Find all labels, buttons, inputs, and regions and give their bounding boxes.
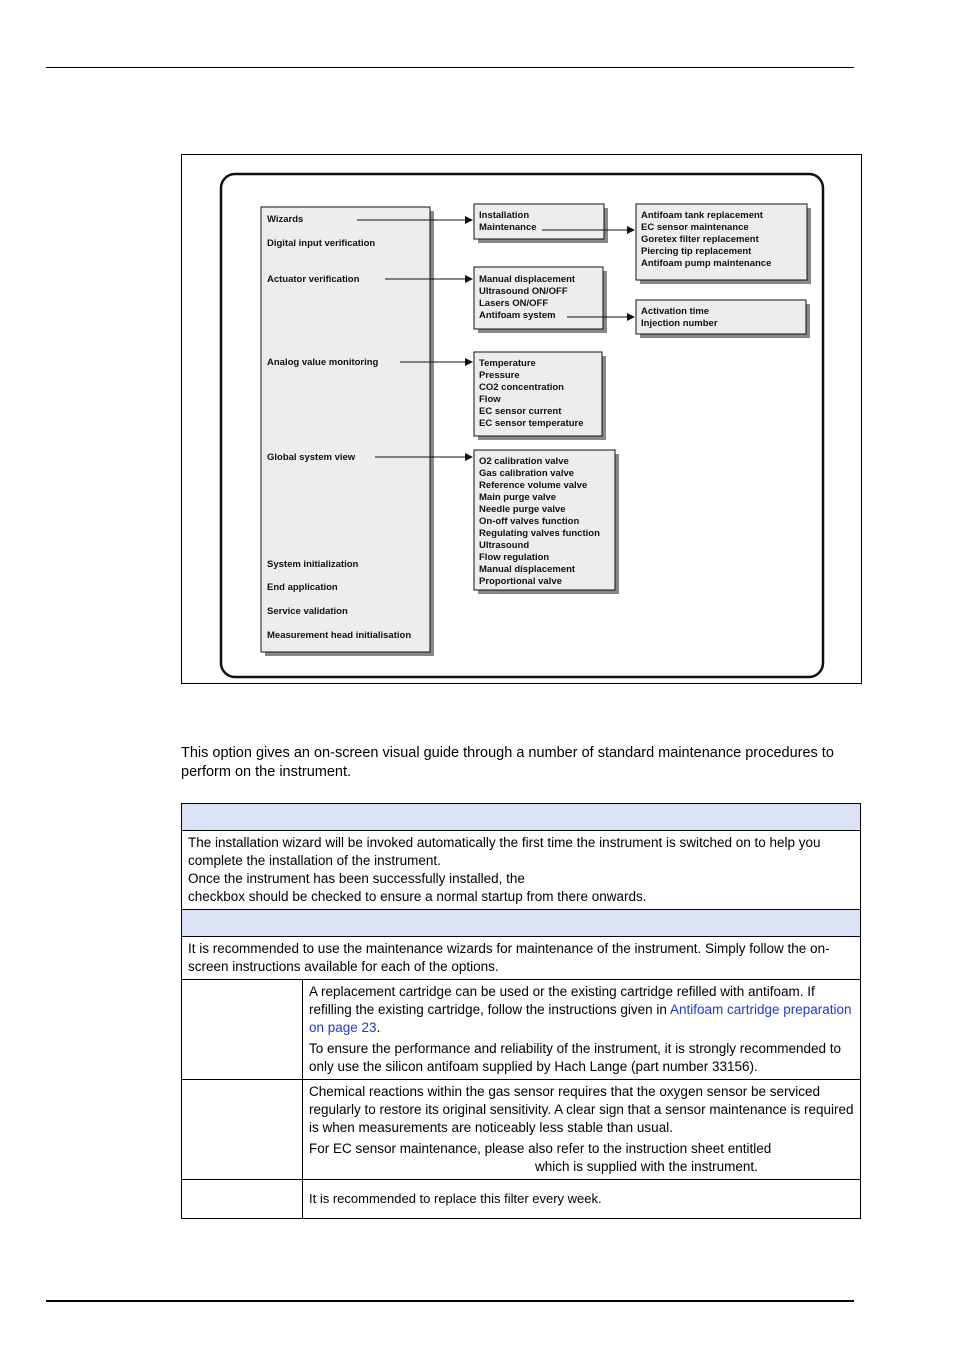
menu-item-global: Global system view	[267, 452, 356, 463]
maintenance-item: Goretex filter replacement	[641, 234, 759, 245]
footer-rule	[46, 1300, 854, 1302]
global-item: Gas calibration valve	[479, 468, 575, 479]
ec-text-1: Chemical reactions within the gas sensor requires that the oxygen sensor be serviced regularly to restore its original sensitivity. A clear sign that a sensor maintenance is required is when measurements are noticeably less stable than usual.	[309, 1084, 854, 1135]
analog-item: CO2 concentration	[479, 382, 564, 393]
intro-text: This option gives an on-screen visual guide through a number of standard maintenance procedures to perform on the instrument.	[181, 745, 834, 780]
goretex-label-cell	[182, 1180, 303, 1219]
analog-item: Flow	[479, 394, 501, 405]
maintenance-item: Antifoam pump maintenance	[641, 258, 772, 269]
menu-item-analog: Analog value monitoring	[267, 357, 379, 368]
table-row-installation	[182, 831, 861, 910]
global-item: Manual displacement	[479, 564, 576, 575]
table-row-maintenance	[182, 937, 861, 980]
wizards-item: Maintenance	[479, 222, 537, 233]
goretex-text: It is recommended to replace this filter every week.	[309, 1191, 602, 1206]
antifoam-item: Activation time	[641, 306, 710, 317]
actuator-item: Antifoam system	[479, 310, 556, 321]
menu-item-wizards: Wizards	[267, 214, 304, 225]
antifoam-text-2: To ensure the performance and reliability of the instrument, it is strongly recommended to only use the silicon antifoam supplied by Hach Lange (part number 33156).	[309, 1041, 842, 1074]
intro-paragraph	[181, 744, 841, 782]
menu-item-actuator: Actuator verification	[267, 274, 360, 285]
maintenance-text: It is recommended to use the maintenance wizards for maintenance of the instrument. Simply follow the on-screen instructions available for each of the options.	[188, 941, 830, 974]
installation-text-1: The installation wizard will be invoked automatically the first time the instrument is switched on to help you complete the installation of the instrument.	[188, 835, 821, 868]
menu-structure-figure	[181, 154, 862, 684]
installation-text-2: Once the instrument has been successfully installed, the	[188, 871, 525, 886]
analog-item: EC sensor temperature	[479, 418, 584, 429]
global-item: Reference volume valve	[479, 480, 588, 491]
menu-item-system-init: System initialization	[267, 559, 359, 570]
header-rule	[46, 67, 854, 68]
global-item: Flow regulation	[479, 552, 550, 563]
global-item: O2 calibration valve	[479, 456, 569, 467]
antifoam-item: Injection number	[641, 318, 718, 329]
actuator-item: Lasers ON/OFF	[479, 298, 549, 309]
global-item: Needle purge valve	[479, 504, 566, 515]
table-row-ec-sensor	[182, 1080, 861, 1180]
menu-diagram	[182, 155, 863, 685]
table-header-maintenance	[182, 910, 861, 937]
menu-item-service-validation: Service validation	[267, 606, 348, 617]
maintenance-item: Piercing tip replacement	[641, 246, 752, 257]
antifoam-text-1: A replacement cartridge can be used or the existing cartridge refilled with antifoam. If refilling the existing cartridge, follow the instructions given in	[309, 984, 815, 1017]
analog-item: Pressure	[479, 370, 520, 381]
actuator-item: Manual displacement	[479, 274, 576, 285]
global-item: Main purge valve	[479, 492, 557, 503]
menu-item-measurement-head: Measurement head initialisation	[267, 630, 412, 641]
analog-item: EC sensor current	[479, 406, 562, 417]
table-row-goretex	[182, 1180, 861, 1219]
wizards-item: Installation	[479, 210, 530, 221]
ec-text-3: which is supplied with the instrument.	[535, 1159, 758, 1174]
global-item: Ultrasound	[479, 540, 530, 551]
antifoam-label-cell	[182, 980, 303, 1080]
ec-text-2: For EC sensor maintenance, please also refer to the instruction sheet entitled	[309, 1141, 772, 1156]
global-item: On-off valves function	[479, 516, 580, 527]
table-header-installation	[182, 804, 861, 831]
installation-text-3: checkbox should be checked to ensure a normal startup from there onwards.	[188, 889, 647, 904]
maintenance-item: Antifoam tank replacement	[641, 210, 763, 221]
menu-item-digital-input: Digital input verification	[267, 238, 376, 249]
actuator-item: Ultrasound ON/OFF	[479, 286, 568, 297]
antifoam-cartridge-link[interactable]: Antifoam cartridge preparation on page 23	[309, 1002, 852, 1035]
analog-item: Temperature	[479, 358, 536, 369]
maintenance-wizard-table	[181, 803, 861, 1219]
global-item: Regulating valves function	[479, 528, 600, 539]
ec-label-cell	[182, 1080, 303, 1180]
table-row-antifoam: A replacement cartridge can be used or the existing cartridge refilled with antifoam. If refilling the existing cartridge, follow the instructions given in Antifoam cartridge preparation on page 23. To ensure the performance and reliability of the instrument, it is strongly recommended to only use the silicon antifoam supplied by Hach Lange (part number 33156).	[182, 980, 861, 1080]
global-item: Proportional valve	[479, 576, 562, 587]
menu-item-end-app: End application	[267, 582, 338, 593]
maintenance-item: EC sensor maintenance	[641, 222, 749, 233]
